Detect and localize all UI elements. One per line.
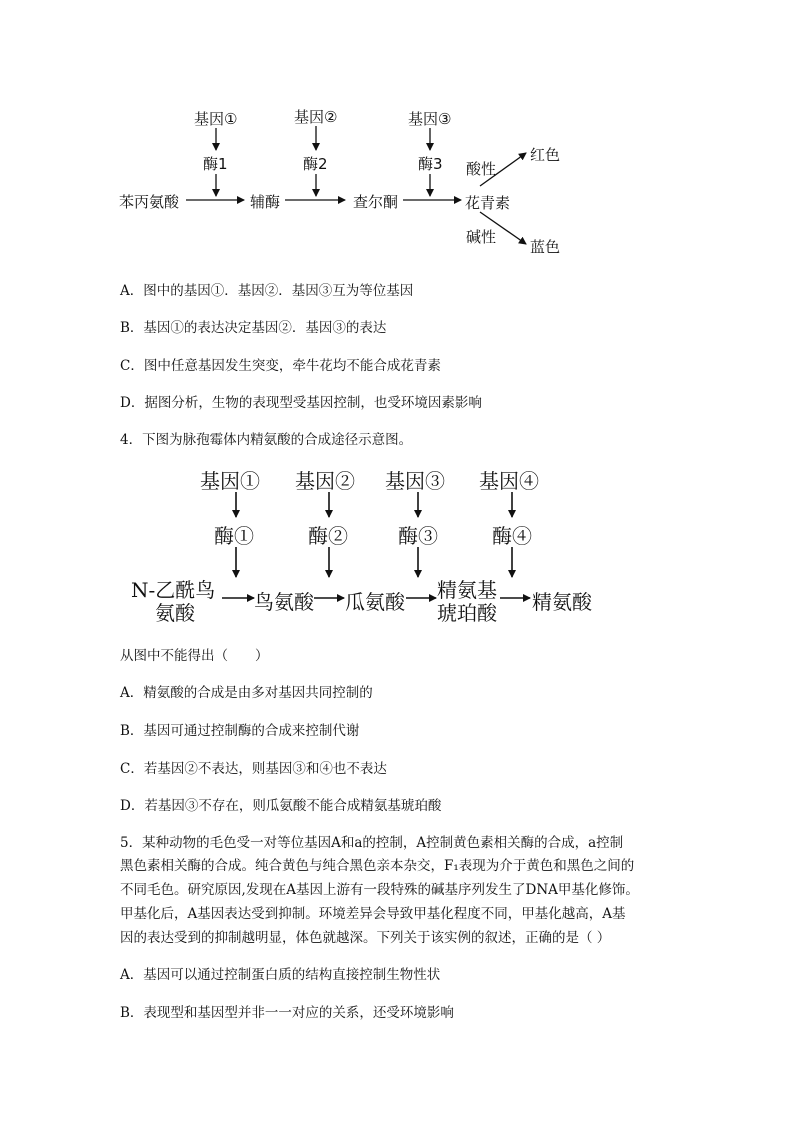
d1-coenzyme: 辅酶 — [250, 193, 281, 211]
d1-enzyme3: 酶3 — [418, 155, 443, 173]
q4-option-d: D．若基因③不存在，则瓜氨酸不能合成精氨基琥珀酸 — [120, 798, 442, 814]
q5-line1: 5．某种动物的毛色受一对等位基因A和a的控制，A控制黄色素相关酶的合成，a控制 — [120, 835, 624, 851]
d2-enzyme1: 酶① — [214, 524, 254, 548]
d2-ornithine: 鸟氨酸 — [254, 590, 314, 614]
d1-red: 红色 — [530, 146, 561, 164]
q3-option-b: B．基因①的表达决定基因②．基因③的表达 — [120, 320, 387, 336]
d1-basic: 碱性 — [466, 228, 497, 246]
d1-blue: 蓝色 — [530, 238, 561, 256]
d2-arginine: 精氨酸 — [532, 590, 592, 614]
d2-enzyme3: 酶③ — [398, 524, 438, 548]
d1-enzyme2: 酶2 — [303, 155, 328, 173]
d2-gene4: 基因④ — [479, 469, 539, 493]
d1-anthocyanin: 花青素 — [465, 194, 511, 212]
d2-gene3: 基因③ — [385, 469, 445, 493]
d2-gene2: 基因② — [295, 469, 355, 493]
q5-option-a: A．基因可以通过控制蛋白质的结构直接控制生物性状 — [120, 967, 441, 983]
d1-chalcone: 查尔酮 — [353, 193, 399, 211]
d1-gene3: 基因③ — [408, 110, 452, 128]
d2-enzyme2: 酶② — [308, 524, 348, 548]
d2-substrate1-line2: 氨酸 — [155, 601, 195, 625]
d2-substrate4-line2: 琥珀酸 — [437, 601, 497, 625]
q4-option-c: C．若基因②不表达，则基因③和④也不表达 — [120, 761, 387, 777]
d1-gene1: 基因① — [194, 110, 238, 128]
d2-gene1: 基因① — [200, 469, 260, 493]
d2-substrate1-line1: N-乙酰鸟 — [131, 578, 216, 602]
d1-gene2: 基因② — [294, 108, 338, 126]
q5-line3: 不同毛色。研究原因,发现在A基因上游有一段特殊的碱基序列发生了DNA甲基化修饰。 — [120, 882, 639, 898]
q4-stem: 4．下图为脉孢霉体内精氨酸的合成途径示意图。 — [120, 432, 413, 448]
d1-phenylalanine: 苯丙氨酸 — [119, 193, 180, 211]
q3-option-c: C．图中任意基因发生突变，牵牛花均不能合成花青素 — [120, 358, 441, 374]
q4-option-a: A．精氨酸的合成是由多对基因共同控制的 — [120, 685, 373, 701]
q3-option-a: A．图中的基因①．基因②．基因③互为等位基因 — [120, 283, 414, 299]
d2-substrate4-line1: 精氨基 — [437, 578, 497, 602]
q4-option-b: B．基因可通过控制酶的合成来控制代谢 — [120, 723, 360, 739]
d1-enzyme1: 酶1 — [203, 155, 228, 173]
d1-acidic: 酸性 — [466, 160, 497, 178]
q5-line2: 黑色素相关酶的合成。纯合黄色与纯合黑色亲本杂交，F₁表现为介于黄色和黑色之间的 — [120, 858, 635, 874]
d2-citrulline: 瓜氨酸 — [345, 590, 405, 614]
q5-line5: 因的表达受到的抑制越明显，体色就越深。下列关于该实例的叙述，正确的是（ ） — [120, 930, 611, 946]
q3-option-d: D．据图分析，生物的表现型受基因控制，也受环境因素影响 — [120, 395, 482, 411]
q4-prompt: 从图中不能得出（ ） — [120, 648, 269, 664]
q5-option-b: B．表现型和基因型并非一一对应的关系，还受环境影响 — [120, 1005, 454, 1021]
q5-line4: 甲基化后，A基因表达受到抑制。环境差异会导致甲基化程度不同，甲基化越高，A基 — [120, 906, 626, 922]
d2-enzyme4: 酶④ — [492, 524, 532, 548]
